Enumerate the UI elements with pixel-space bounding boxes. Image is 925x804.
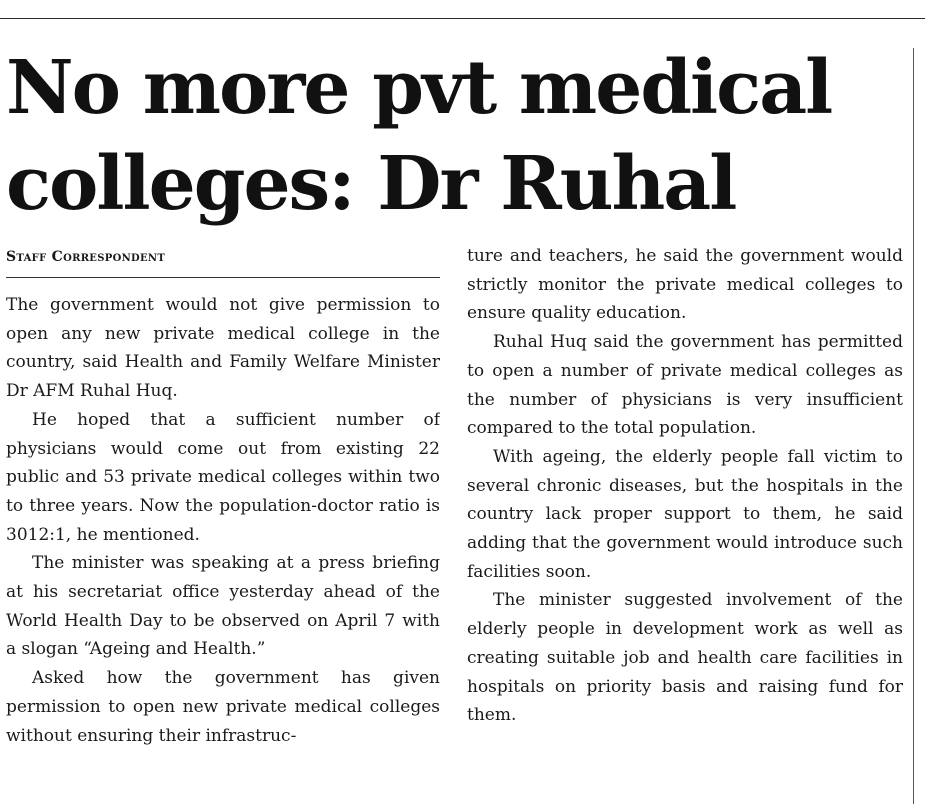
paragraph: The minister suggested involvement of the elderly people in development work as well as creating suitable job and health care facilities in hospitals on priority basis and raising fund for them. [467, 590, 903, 726]
headline [6, 40, 906, 232]
left-column [6, 291, 440, 796]
paragraph: He hoped that a sufficient number of physicians would come out from existing 22 public and 53 private medical colleges within two to three years. Now the population-doctor ratio is 3012:1, he mentioned. [6, 409, 440, 545]
column-rule [913, 48, 914, 804]
paragraph: The government would not give permission to open any new private medical college in the country, said Health and Family Welfare Minister Dr AFM Ruhal Huq. [6, 295, 440, 402]
top-rule [0, 18, 925, 19]
right-column [467, 242, 903, 797]
byline: Staff Correspondent [6, 249, 166, 265]
paragraph: Ruhal Huq said the government has permitted to open a number of private medical colleges as the number of physicians is very insufficient compared to the total population. [467, 332, 903, 439]
paragraph: With ageing, the elderly people fall victim to several chronic diseases, but the hospitals in the country lack proper support to them, he said adding that the government would introduce such facilities soon. [467, 446, 903, 582]
headline-line-1: No more pvt medical [6, 45, 832, 131]
paragraph: ture and teachers, he said the government would strictly monitor the private medical colleges to ensure quality education. [467, 246, 903, 324]
headline-line-2: colleges: Dr Ruhal [6, 141, 736, 227]
paragraph: Asked how the government has given permission to open new private medical colleges without ensuring their infrastruc- [6, 668, 440, 746]
paragraph: The minister was speaking at a press briefing at his secretariat office yesterday ahead of the World Health Day to be observed on April 7 with a slogan “Ageing and Health.” [6, 553, 440, 660]
byline-rule [6, 277, 440, 278]
